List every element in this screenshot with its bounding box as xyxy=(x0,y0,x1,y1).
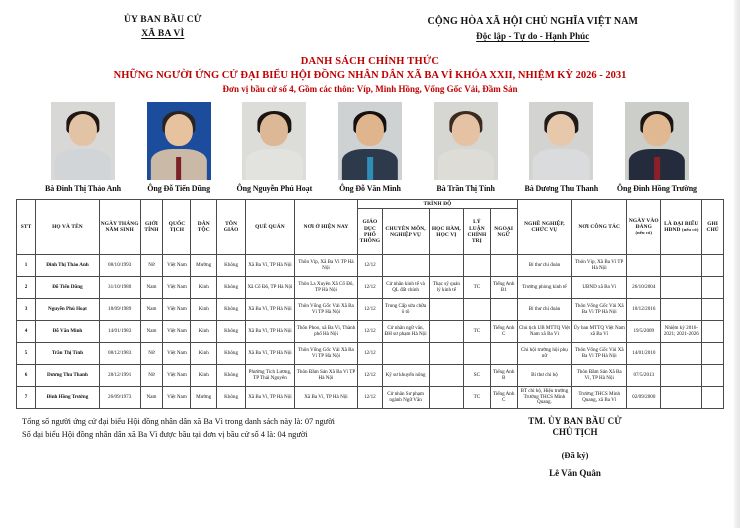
cell-edu-academic: Thạc sỹ quản lý kinh tế xyxy=(429,277,463,299)
cell-edu-language: Tiếng Anh C xyxy=(490,321,517,343)
cell-dob: 28/12/1991 xyxy=(99,365,140,387)
cell-stt: 3 xyxy=(17,299,36,321)
cell-gender: Nam xyxy=(140,277,163,299)
cell-edu-language: Tiếng Anh B xyxy=(490,365,517,387)
cell-hdnd-member: Nhiệm kỳ 2016-2021; 2021-2026 xyxy=(661,321,702,343)
cell-gender: Nam xyxy=(140,299,163,321)
cell-ethnicity: Kinh xyxy=(191,299,216,321)
cell-residence: Thôn Víp, Xã Ba Vì TP Hà Nội xyxy=(294,255,358,277)
table-header-row-1 xyxy=(17,200,724,209)
col-edu-academic: HỌC HÀM, HỌC VỊ xyxy=(429,209,463,255)
col-edu-politics: LÝ LUẬN CHÍNH TRỊ xyxy=(464,209,491,255)
cell-workplace: UBND xã Ba Vì xyxy=(572,277,627,299)
cell-nationality: Việt Nam xyxy=(163,387,191,409)
cell-edu-politics: TC xyxy=(464,321,491,343)
candidate-caption: Ông Nguyễn Phú Hoạt xyxy=(236,184,313,193)
document-footer xyxy=(0,409,740,478)
cell-edu-academic xyxy=(429,321,463,343)
cell-gender: Nữ xyxy=(140,365,163,387)
candidate-portrait xyxy=(147,102,211,180)
cell-edu-language: Tiếng Anh C xyxy=(490,387,517,409)
candidate-photo-card xyxy=(425,102,507,193)
cell-hdnd-member xyxy=(661,365,702,387)
cell-name: Đỗ Văn Minh xyxy=(36,321,100,343)
cell-edu-general: 12/12 xyxy=(358,365,382,387)
table-row xyxy=(17,365,724,387)
summary-block xyxy=(22,416,428,478)
cell-edu-professional: Cử nhân ngữ văn, ĐH sư phạm Hà Nội xyxy=(382,321,429,343)
cell-gender: Nữ xyxy=(140,255,163,277)
cell-hometown: Xã Cổ Đô, TP Hà Nội xyxy=(246,277,294,299)
cell-hdnd-member xyxy=(661,255,702,277)
signature-signed-note: (Đã ký) xyxy=(561,451,589,461)
cell-nationality: Việt Nam xyxy=(163,321,191,343)
candidate-portrait xyxy=(625,102,689,180)
candidate-photo-card xyxy=(233,102,315,193)
col-workplace: NƠI CÔNG TÁC xyxy=(572,200,627,255)
cell-workplace: Thôn Đầm Sản Xã Ba Vì, TP Hà Nội xyxy=(572,365,627,387)
candidate-caption: Ông Đỗ Tiến Dũng xyxy=(147,184,211,193)
col-religion: TÔN GIÁO xyxy=(216,200,245,255)
cell-nationality: Việt Nam xyxy=(163,277,191,299)
candidate-caption: Bà Trần Thị Tính xyxy=(436,184,495,193)
country-name: CỘNG HÒA XÃ HỘI CHỦ NGHĨA VIỆT NAM xyxy=(427,16,639,27)
cell-edu-professional xyxy=(382,343,429,365)
cell-occupation: Bí thư chi đoàn xyxy=(517,299,572,321)
signature-authority: TM. ỦY BAN BẦU CỬ xyxy=(528,416,622,427)
candidate-caption: Ông Đinh Hồng Trường xyxy=(616,184,697,193)
cell-hometown: Xã Ba Vì, TP Hà Nội xyxy=(246,299,294,321)
cell-edu-language: Tiếng Anh B1 xyxy=(490,277,517,299)
cell-residence: Xã Ba Vì, TP Hà Nội xyxy=(294,387,358,409)
page-edge-shadow xyxy=(734,0,740,528)
issuing-authority xyxy=(0,14,326,44)
candidate-photo-card xyxy=(42,102,124,193)
signature-name: Lê Văn Quân xyxy=(549,468,601,479)
cell-residence: Thôn Vổng Gốc Vải Xã Ba Vì TP Hà Nội xyxy=(294,343,358,365)
cell-occupation: Bí thư chi đoàn xyxy=(517,255,572,277)
cell-workplace: Thôn Vổng Gốc Vải Xã Ba Vì TP Hà Nội xyxy=(572,299,627,321)
cell-hometown: Xã Ba Vì, TP Hà Nội xyxy=(246,387,294,409)
cell-name: Dương Thu Thanh xyxy=(36,365,100,387)
summary-line-2: Số đại biểu Hội đồng nhân dân xã Ba Vì được bầu tại đơn vị bầu cử số 4 là: 04 người xyxy=(22,429,308,439)
cell-occupation: BT chi bộ, Hiệu trưởng Trường THCS Minh Quang. xyxy=(517,387,572,409)
cell-stt: 6 xyxy=(17,365,36,387)
cell-name: Đinh Hồng Trường xyxy=(36,387,100,409)
national-heading xyxy=(326,14,740,44)
col-edu-general: GIÁO DỤC PHỔ THÔNG xyxy=(358,209,382,255)
cell-edu-general: 12/12 xyxy=(358,387,382,409)
cell-name: Đỗ Tiến Dũng xyxy=(36,277,100,299)
col-edu-language: NGOẠI NGỮ xyxy=(490,209,517,255)
cell-edu-general: 12/12 xyxy=(358,299,382,321)
cell-ethnicity: Kinh xyxy=(191,277,216,299)
cell-religion: Không xyxy=(216,255,245,277)
candidate-photo-strip xyxy=(0,94,740,193)
cell-edu-academic xyxy=(429,343,463,365)
cell-notes xyxy=(702,255,724,277)
cell-residence: Thôn La Xuyên Xã Cổ Đô, TP Hà Nội xyxy=(294,277,358,299)
cell-stt: 5 xyxy=(17,343,36,365)
table-row xyxy=(17,387,724,409)
cell-workplace: Trường THCS Minh Quang, xã Ba Vì xyxy=(572,387,627,409)
cell-notes xyxy=(702,343,724,365)
title-line-3: Đơn vị bầu cử số 4, Gồm các thôn: Víp, Minh Hồng, Vổng Gốc Vải, Đầm Sản xyxy=(222,84,518,94)
candidate-photo-card xyxy=(520,102,602,193)
cell-notes xyxy=(702,299,724,321)
candidate-portrait xyxy=(51,102,115,180)
cell-notes xyxy=(702,321,724,343)
cell-hometown: Phường Tích Lương, TP Thái Nguyên xyxy=(246,365,294,387)
cell-name: Nguyễn Phú Hoạt xyxy=(36,299,100,321)
page-title xyxy=(0,56,740,94)
cell-gender: Nam xyxy=(140,321,163,343)
col-dob: NGÀY THÁNG NĂM SINH xyxy=(99,200,140,255)
candidate-portrait xyxy=(242,102,306,180)
cell-edu-academic xyxy=(429,387,463,409)
cell-hdnd-member xyxy=(661,387,702,409)
cell-occupation: Chủ tịch UB MTTQ Việt Nam xã Ba Vì xyxy=(517,321,572,343)
cell-name: Trần Thị Tính xyxy=(36,343,100,365)
cell-party-date: 19/5/2009 xyxy=(627,321,661,343)
table-row xyxy=(17,277,724,299)
cell-edu-professional: Cử nhân Sư phạm ngành Ngữ Văn xyxy=(382,387,429,409)
candidate-caption: Bà Đinh Thị Thảo Anh xyxy=(45,184,121,193)
cell-edu-professional xyxy=(382,255,429,277)
table-row xyxy=(17,343,724,365)
table-body xyxy=(17,255,724,409)
cell-edu-politics xyxy=(464,299,491,321)
candidate-portrait xyxy=(338,102,402,180)
col-party-date-label: NGÀY VÀO ĐẢNG xyxy=(628,217,659,230)
signature-position: CHỦ TỊCH xyxy=(552,427,598,438)
cell-gender: Nam xyxy=(140,387,163,409)
cell-residence: Thôn Vổng Gốc Vải Xã Ba Vì TP Hà Nội xyxy=(294,299,358,321)
cell-workplace: Thôn Vổng Gốc Vải Xã Ba Vì TP Hà Nội xyxy=(572,343,627,365)
cell-hdnd-member xyxy=(661,299,702,321)
col-hdnd-member xyxy=(661,200,702,255)
cell-hometown: Xã Ba Vì, TP Hà Nội xyxy=(246,255,294,277)
col-group-education: TRÌNH ĐỘ xyxy=(358,200,517,209)
signature-block xyxy=(428,416,722,478)
candidate-photo-card xyxy=(329,102,411,193)
col-party-date xyxy=(627,200,661,255)
cell-name: Đinh Thị Thảo Anh xyxy=(36,255,100,277)
summary-line-1: Tổng số người ứng cử đại biểu Hội đồng nhân dân xã Ba Vì trong danh sách này là: 07 người xyxy=(22,417,335,427)
cell-hometown: Xã Ba Vì, TP Hà Nội xyxy=(246,343,294,365)
cell-edu-language xyxy=(490,299,517,321)
cell-edu-language xyxy=(490,343,517,365)
national-motto: Độc lập - Tự do - Hạnh Phúc xyxy=(476,31,590,41)
cell-edu-academic xyxy=(429,365,463,387)
title-line-2: NHỮNG NGƯỜI ỨNG CỬ ĐẠI BIỂU HỘI ĐỒNG NHÂN DÂN XÃ BA VÌ KHÓA XXII, NHIỆM KỲ 2026 - 2031 xyxy=(113,70,627,81)
cell-ethnicity: Kinh xyxy=(191,321,216,343)
col-hdnd-member-label: LÀ ĐẠI BIỂU HĐND xyxy=(664,220,699,234)
col-notes: GHI CHÚ xyxy=(702,200,724,255)
cell-party-date: 14/01/2010 xyxy=(627,343,661,365)
cell-party-date: 10/12/2016 xyxy=(627,299,661,321)
cell-stt: 2 xyxy=(17,277,36,299)
cell-workplace: Ủy ban MTTQ Việt Nam xã Ba Vì xyxy=(572,321,627,343)
cell-hdnd-member xyxy=(661,277,702,299)
col-party-date-note: (nếu có) xyxy=(635,230,653,236)
candidate-portrait xyxy=(529,102,593,180)
col-stt: STT xyxy=(17,200,36,255)
col-residence: NƠI Ở HIỆN NAY xyxy=(294,200,358,255)
cell-edu-professional: Kỹ sư khuyến nông xyxy=(382,365,429,387)
cell-dob: 08/12/1983 xyxy=(99,343,140,365)
candidate-table-wrapper xyxy=(0,193,740,409)
cell-stt: 4 xyxy=(17,321,36,343)
cell-religion: Không xyxy=(216,299,245,321)
cell-religion: Không xyxy=(216,365,245,387)
cell-party-date: 26/10/2004 xyxy=(627,277,661,299)
authority-line-1: ỦY BAN BẦU CỬ xyxy=(123,15,202,25)
cell-stt: 1 xyxy=(17,255,36,277)
cell-edu-politics xyxy=(464,343,491,365)
cell-edu-general: 12/12 xyxy=(358,255,382,277)
cell-party-date: 07/5/2013 xyxy=(627,365,661,387)
cell-edu-general: 12/12 xyxy=(358,343,382,365)
cell-gender: Nữ xyxy=(140,343,163,365)
cell-dob: 31/10/1980 xyxy=(99,277,140,299)
cell-edu-politics: SC xyxy=(464,365,491,387)
cell-ethnicity: Kinh xyxy=(191,365,216,387)
cell-edu-academic xyxy=(429,255,463,277)
candidate-photo-card xyxy=(616,102,698,193)
cell-dob: 18/09/1989 xyxy=(99,299,140,321)
candidate-caption: Ông Đỗ Văn Minh xyxy=(339,184,401,193)
col-ethnicity: DÂN TỘC xyxy=(191,200,216,255)
candidate-portrait xyxy=(434,102,498,180)
cell-edu-general: 12/12 xyxy=(358,321,382,343)
cell-edu-professional: Trung Cấp sửa chữa ô tô xyxy=(382,299,429,321)
col-hometown: QUÊ QUÁN xyxy=(246,200,294,255)
col-hdnd-member-note: (nếu có) xyxy=(681,227,699,233)
cell-residence: Thôn Đầm Sản Xã Ba Vì TP Hà Nội xyxy=(294,365,358,387)
col-nationality: QUỐC TỊCH xyxy=(163,200,191,255)
cell-residence: Thôn Phoo, xã Ba Vì, Thành phố Hà Nội xyxy=(294,321,358,343)
col-edu-professional: CHUYÊN MÔN, NGHIỆP VỤ xyxy=(382,209,429,255)
table-row xyxy=(17,255,724,277)
cell-religion: Không xyxy=(216,343,245,365)
cell-notes xyxy=(702,277,724,299)
cell-occupation: Bí thư chi bộ xyxy=(517,365,572,387)
cell-religion: Không xyxy=(216,321,245,343)
col-occupation: NGHỀ NGHIỆP, CHỨC VỤ xyxy=(517,200,572,255)
cell-edu-politics: TC xyxy=(464,277,491,299)
cell-hdnd-member xyxy=(661,343,702,365)
cell-religion: Không xyxy=(216,387,245,409)
title-line-1: DANH SÁCH CHÍNH THỨC xyxy=(300,56,440,67)
cell-nationality: Việt Nam xyxy=(163,343,191,365)
cell-edu-general: 12/12 xyxy=(358,277,382,299)
cell-ethnicity: Mường xyxy=(191,387,216,409)
candidate-photo-card xyxy=(138,102,220,193)
cell-hometown: Xã Ba Vì, TP Hà Nội xyxy=(246,321,294,343)
cell-edu-language xyxy=(490,255,517,277)
cell-occupation: Chi hội trưởng hội phụ nữ xyxy=(517,343,572,365)
cell-dob: 14/01/1983 xyxy=(99,321,140,343)
document-header xyxy=(0,0,740,48)
col-gender: GIỚI TÍNH xyxy=(140,200,163,255)
cell-party-date: 02/09/2000 xyxy=(627,387,661,409)
candidate-table xyxy=(16,199,724,409)
table-row xyxy=(17,321,724,343)
col-name: HỌ VÀ TÊN xyxy=(36,200,100,255)
cell-occupation: Trưởng phòng kinh tế xyxy=(517,277,572,299)
cell-notes xyxy=(702,365,724,387)
cell-edu-academic xyxy=(429,299,463,321)
cell-nationality: Việt Nam xyxy=(163,365,191,387)
cell-religion: Không xyxy=(216,277,245,299)
cell-edu-politics xyxy=(464,255,491,277)
cell-ethnicity: Mường xyxy=(191,255,216,277)
cell-ethnicity: Kinh xyxy=(191,343,216,365)
cell-dob: 26/09/1973 xyxy=(99,387,140,409)
cell-notes xyxy=(702,387,724,409)
cell-nationality: Việt Nam xyxy=(163,299,191,321)
authority-line-2: XÃ BA VÌ xyxy=(141,28,185,39)
cell-stt: 7 xyxy=(17,387,36,409)
table-row xyxy=(17,299,724,321)
candidate-caption: Bà Dương Thu Thanh xyxy=(524,184,599,193)
cell-edu-politics: TC xyxy=(464,387,491,409)
cell-workplace: Thôn Víp, Xã Ba Vì TP Hà Nội xyxy=(572,255,627,277)
cell-edu-professional: Cử nhân kinh tế và QL đất chính xyxy=(382,277,429,299)
cell-dob: 08/10/1993 xyxy=(99,255,140,277)
cell-party-date xyxy=(627,255,661,277)
cell-nationality: Việt Nam xyxy=(163,255,191,277)
